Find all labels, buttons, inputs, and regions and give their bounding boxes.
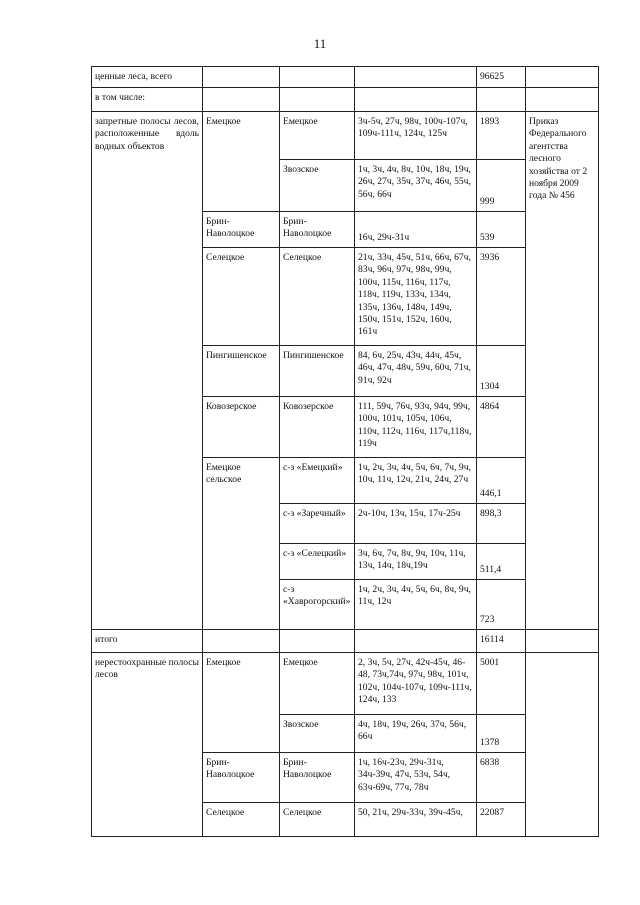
cell-district-forestry: Емецкое xyxy=(280,653,355,715)
cell-district-forestry: с-з «Емецкий» xyxy=(280,458,355,504)
cell-category: в том числе: xyxy=(92,88,203,112)
cell-basis xyxy=(526,630,599,653)
cell-category: ценные леса, всего xyxy=(92,67,203,88)
cell-quarters xyxy=(355,630,477,653)
cell-forestry: Селецкое xyxy=(203,803,280,837)
cell-district-forestry: Емецкое xyxy=(280,112,355,160)
table-row xyxy=(92,653,599,715)
cell-area: 539 xyxy=(477,212,526,248)
cell-district-forestry: Брин-Наволоцкое xyxy=(280,212,355,248)
cell-quarters xyxy=(355,67,477,88)
cell-area: 1378 xyxy=(477,715,526,753)
cell-district-forestry: Селецкое xyxy=(280,248,355,346)
table-row xyxy=(92,88,599,112)
cell-quarters: 2, 3ч, 5ч, 27ч, 42ч-45ч, 46-48, 73ч,74ч, 97ч, 98ч, 101ч, 102ч, 104ч-107ч, 109ч-111ч, 124ч, 133 xyxy=(355,653,477,715)
cell-area: 4864 xyxy=(477,397,526,458)
cell-quarters xyxy=(355,88,477,112)
table-row xyxy=(92,630,599,653)
cell-district-forestry xyxy=(280,67,355,88)
cell-forestry xyxy=(203,630,280,653)
cell-district-forestry: с-з «Селецкий» xyxy=(280,544,355,580)
cell-district-forestry: Звозское xyxy=(280,160,355,212)
cell-quarters: 1ч, 3ч, 4ч, 8ч, 10ч, 18ч, 19ч, 26ч, 27ч, 35ч, 37ч, 46ч, 55ч, 56ч, 66ч xyxy=(355,160,477,212)
cell-quarters: 21ч, 33ч, 45ч, 51ч, 66ч, 67ч, 83ч, 96ч, 97ч, 98ч, 99ч, 100ч, 115ч, 116ч, 117ч, 118ч, 119ч, 133ч, 134ч, 135ч, 136ч, 148ч, 149ч, 150ч, 151ч, 152ч, 160ч, 161ч xyxy=(355,248,477,346)
cell-district-forestry: с-з «Заречный» xyxy=(280,504,355,544)
cell-area: 723 xyxy=(477,580,526,630)
cell-forestry: Брин-Наволоцкое xyxy=(203,753,280,803)
cell-area xyxy=(477,88,526,112)
cell-forestry: Селецкое xyxy=(203,248,280,346)
cell-forestry xyxy=(203,67,280,88)
cell-area: 1893 xyxy=(477,112,526,160)
cell-district-forestry: Брин-Наволоцкое xyxy=(280,753,355,803)
cell-forestry: Емецкое xyxy=(203,653,280,753)
cell-area: 898,3 xyxy=(477,504,526,544)
cell-basis: Приказ Федерального агентства лесного хозяйства от 2 ноября 2009 года № 456 xyxy=(526,112,599,630)
cell-area: 16114 xyxy=(477,630,526,653)
cell-quarters: 3ч, 6ч, 7ч, 8ч, 9ч, 10ч, 11ч, 13ч, 14ч, 18ч,19ч xyxy=(355,544,477,580)
cell-area: 22087 xyxy=(477,803,526,837)
cell-forestry: Пингишенское xyxy=(203,346,280,397)
cell-area: 446,1 xyxy=(477,458,526,504)
cell-category: нерестоохранные полосы лесов xyxy=(92,653,203,837)
cell-area: 6838 xyxy=(477,753,526,803)
cell-quarters: 4ч, 18ч, 19ч, 26ч, 37ч, 56ч, 66ч xyxy=(355,715,477,753)
cell-forestry: Брин-Наволоцкое xyxy=(203,212,280,248)
cell-area: 3936 xyxy=(477,248,526,346)
cell-category: итого xyxy=(92,630,203,653)
cell-district-forestry: Звозское xyxy=(280,715,355,753)
cell-quarters: 1ч, 2ч, 3ч, 4ч, 5ч, 6ч, 8ч, 9ч, 11ч, 12ч xyxy=(355,580,477,630)
cell-district-forestry: Селецкое xyxy=(280,803,355,837)
table-row xyxy=(92,112,599,160)
cell-area: 96625 xyxy=(477,67,526,88)
cell-district-forestry xyxy=(280,88,355,112)
cell-district-forestry: с-з «Хаврогорский» xyxy=(280,580,355,630)
cell-forestry: Ковозерское xyxy=(203,397,280,458)
cell-quarters: 50, 21ч, 29ч-33ч, 39ч-45ч, xyxy=(355,803,477,837)
page-number: 11 xyxy=(313,36,327,51)
cell-quarters: 84, 6ч, 25ч, 43ч, 44ч, 45ч, 46ч, 47ч, 48ч, 59ч, 60ч, 71ч, 91ч, 92ч xyxy=(355,346,477,397)
cell-basis xyxy=(526,67,599,88)
cell-basis xyxy=(526,653,599,837)
cell-district-forestry: Ковозерское xyxy=(280,397,355,458)
cell-district-forestry xyxy=(280,630,355,653)
cell-area: 999 xyxy=(477,160,526,212)
cell-quarters: 16ч, 29ч-31ч xyxy=(355,212,477,248)
cell-category: запретные полосы лесов, расположенные вдоль водных объектов xyxy=(92,112,203,630)
cell-forestry: Емецкое сельское xyxy=(203,458,280,630)
cell-quarters: 1ч, 16ч-23ч, 29ч-31ч, 34ч-39ч, 47ч, 53ч, 54ч, 63ч-69ч, 77ч, 78ч xyxy=(355,753,477,803)
cell-area: 1304 xyxy=(477,346,526,397)
cell-area: 5001 xyxy=(477,653,526,715)
cell-forestry: Емецкое xyxy=(203,112,280,212)
cell-district-forestry: Пингишенское xyxy=(280,346,355,397)
cell-basis xyxy=(526,88,599,112)
cell-quarters: 3ч-5ч, 27ч, 98ч, 100ч-107ч, 109ч-111ч, 124ч, 125ч xyxy=(355,112,477,160)
cell-forestry xyxy=(203,88,280,112)
cell-quarters: 2ч-10ч, 13ч, 15ч, 17ч-25ч xyxy=(355,504,477,544)
cell-area: 511,4 xyxy=(477,544,526,580)
forest-table xyxy=(91,66,599,837)
cell-quarters: 111, 59ч, 76ч, 93ч, 94ч, 99ч, 100ч, 101ч, 105ч, 106ч, 110ч, 112ч, 116ч, 117ч,118ч, 119ч xyxy=(355,397,477,458)
cell-quarters: 1ч, 2ч, 3ч, 4ч, 5ч, 6ч, 7ч, 9ч, 10ч, 11ч, 12ч, 21ч, 24ч, 27ч xyxy=(355,458,477,504)
table-row xyxy=(92,67,599,88)
